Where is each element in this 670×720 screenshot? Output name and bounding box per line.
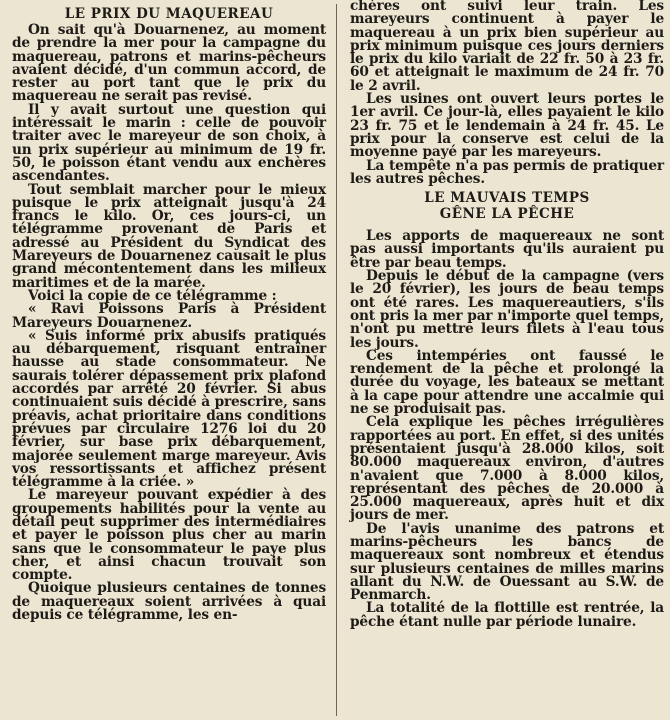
article-paragraph: Tout semblait marcher pour le mieux puisque le prix atteignait jusqu'à 24 francs le kilo. Or, ces jours-ci, un télégramme provenant de Paris et adressé au Président du Syndicat des Mareyeurs de Douarnenez causait le plus grand mécontentement dans les milieux maritimes et de la marée. — [12, 181, 326, 291]
article-paragraph: De l'avis unanime des patrons et marins-pêcheurs les bancs de maquereaux sont nombreux et étendus sur plusieurs centaines de milles marins allant du N.W. de Ouessant au S.W. de Penmarch. — [350, 520, 664, 604]
article-paragraph: Il y avait surtout une question qui intéressait le marin : celle de pouvoir traiter avec le mareyeur de son choix, à un prix supérieur au minimum de 19 fr. 50, le poisson étant vendu aux enchères ascendantes. — [12, 101, 326, 185]
article-paragraph: Ces intempéries ont faussé le rendement de la pêche et prolongé la durée du voyage, les bateaux se mettant à la cape pour attendre une accalmie qui ne se produisait pas. — [350, 347, 664, 418]
headline-line: GÊNE LA PÊCHE — [439, 206, 575, 223]
article-paragraph: Les apports de maquereaux ne sont pas aussi importants qu'ils auraient pu être par beau temps. — [350, 228, 664, 271]
right-column — [340, 0, 670, 720]
telegram-text: « Suis informé prix abusifs pratiqués au débarquement, risquant entraîner hausse au stade consommateur. Ne saurais tolérer dépassement prix plafond accordés par arrêté 20 février. Si abus continuaient suis décidé à prescrire, sans préavis, achat prioritaire dans conditions prévues par circulaire 1276 loi du 20 février, sur base prix débarquement, majorée seulement marge mareyeur. Avis vos ressortissants et affichez présent télégramme à la criée. » — [12, 327, 326, 491]
article-paragraph: Quoique plusieurs centaines de tonnes de maquereaux soient arrivées à quai depuis ce télégramme, les en- — [12, 580, 326, 624]
left-column — [0, 0, 334, 720]
article-paragraph: Voici la copie de ce télégramme : — [28, 287, 277, 304]
column-divider — [336, 4, 337, 716]
headline-prix-maquereau: LE PRIX DU MAQUEREAU — [64, 6, 274, 22]
article-paragraph: Cela explique les pêches irrégulières rapportées au port. En effet, si des unités présentaient jusqu'à 28.000 kilos, soit 80.000 maquereaux environ, d'autres n'avaient que 7.000 à 8.000 kilos, représentant des pêches de 20.000 à 25.000 maquereaux, après huit et dix jours de mer. — [350, 414, 664, 524]
telegram-address: « Ravi Poissons Paris à Président Mareyeurs Douarnenez. — [12, 301, 326, 331]
headline-line: LE MAUVAIS TEMPS — [424, 190, 590, 207]
article-paragraph: On sait qu'à Douarnenez, au moment de prendre la mer pour la campagne du maquereau, patrons et marins-pêcheurs avaient décidé, d'un commun accord, de rester au port tant que le prix du maquereau ne serait pas revisé. — [12, 22, 326, 105]
article-paragraph: La totalité de la flottille est rentrée, la pêche étant nulle par période lunaire. — [350, 600, 664, 630]
article-paragraph: Le mareyeur pouvant expédier à des groupements habilités pour la vente au détail peut supprimer des intermédiaires et payer le poisson plus cher au marin sans que le consommateur le paye plus cher, et ainsi chacun trouvait son compte. — [12, 487, 326, 584]
article-paragraph: Les usines ont ouvert leurs portes le 1er avril. Ce jour-là, elles payaient le kilo 23 fr. 75 et le lendemain à 24 fr. 45. Le prix pour la conserve est celui de la moyenne payé par les mareyeurs. — [350, 91, 664, 161]
article-paragraph: Depuis le début de la campagne (vers le 20 février), les jours de beau temps ont été rares. Les maquereautiers, s'ils ont pris la mer par n'importe quel temps, n'ont pu mettre leurs filets à l'eau tous les jours. — [350, 268, 664, 351]
headline-mauvais-temps — [350, 190, 664, 222]
article-paragraph: La tempête n'a pas permis de pratiquer les autres pêches. — [350, 157, 664, 187]
article-paragraph: chères ont suivi leur train. Les mareyeurs continuent à payer le maquereau à un prix bien supérieur au prix minimum puisque ces jours derniers le prix du kilo variait de 22 fr. 50 à 23 fr. 60 et atteignait le maximum de 24 fr. 70 le 2 avril. — [350, 0, 664, 94]
